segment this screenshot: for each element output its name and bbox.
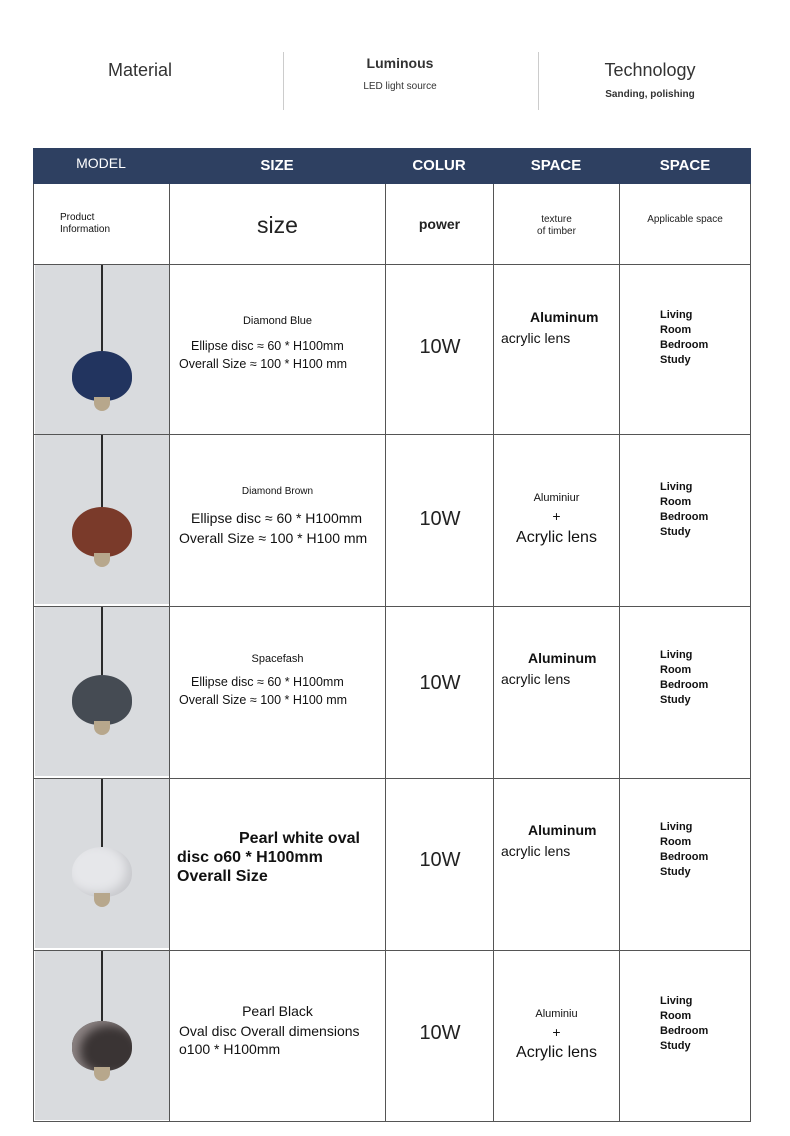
luminous-cell <box>300 55 500 115</box>
product-photo <box>35 951 169 1120</box>
space-item: Bedroom <box>660 851 709 863</box>
row2-material-plus: + <box>552 508 561 524</box>
row3-power: 10W <box>419 672 461 694</box>
lens <box>94 893 110 907</box>
space-item: Living <box>660 649 693 661</box>
row3-line1: Ellipse disc ≈ 60 * H100mm <box>191 675 344 689</box>
space-item: Room <box>660 836 692 848</box>
luminous-label: Luminous <box>366 55 434 71</box>
space-item: Bedroom <box>660 1025 709 1037</box>
lens <box>94 1067 110 1081</box>
cord <box>101 265 103 351</box>
technology-cell <box>550 55 750 115</box>
row5-space <box>660 994 708 1054</box>
lamp-shade-brown <box>72 507 132 557</box>
technology-sub: Sanding, polishing <box>605 89 695 100</box>
lens <box>94 553 110 567</box>
header-space-2: SPACE <box>659 157 711 174</box>
lens <box>94 397 110 411</box>
row1-material-b: acrylic lens <box>501 330 571 346</box>
row5-line2: o100 * H100mm <box>179 1041 281 1057</box>
size-label: size <box>257 212 298 238</box>
technology-label: Technology <box>604 60 696 80</box>
col-line <box>619 184 620 1121</box>
lamp-shade-black <box>72 1021 132 1071</box>
header-space: SPACE <box>530 157 582 174</box>
power-label: power <box>418 216 461 232</box>
row2-line2: Overall Size ≈ 100 * H100 mm <box>179 530 368 546</box>
row5-line1: Oval disc Overall dimensions <box>179 1023 360 1039</box>
row5-material-a: Aluminiu <box>535 1008 578 1020</box>
header-model: MODEL <box>76 155 126 171</box>
space-item: Room <box>660 1010 692 1022</box>
lamp-shade-grey <box>72 675 132 725</box>
row2-power: 10W <box>419 508 461 530</box>
divider <box>283 52 284 110</box>
lamp-shade-white <box>72 847 132 897</box>
row5-name: Pearl Black <box>242 1003 313 1019</box>
row1-space <box>660 308 708 368</box>
row3-material-b: acrylic lens <box>501 671 571 687</box>
material-label: Material <box>107 60 173 80</box>
product-photo <box>35 779 169 948</box>
row3-space <box>660 648 708 708</box>
space-item: Living <box>660 995 693 1007</box>
material-cell <box>40 55 240 115</box>
row3-name: Spacefash <box>251 653 304 665</box>
space-item: Room <box>660 324 692 336</box>
row1-power: 10W <box>419 336 461 358</box>
row4-power: 10W <box>419 849 461 871</box>
space-item: Study <box>660 1040 691 1052</box>
row1-line1: Ellipse disc ≈ 60 * H100mm <box>191 339 344 353</box>
space-item: Room <box>660 664 692 676</box>
row2-line1: Ellipse disc ≈ 60 * H100mm <box>191 510 363 526</box>
row2-name: Diamond Brown <box>241 486 314 497</box>
space-item: Study <box>660 694 691 706</box>
space-item: Bedroom <box>660 679 709 691</box>
spec-table <box>33 148 751 1123</box>
texture-label: texture of timber <box>537 214 576 237</box>
lamp-shade-blue <box>72 351 132 401</box>
row2-material-b: Acrylic lens <box>516 529 597 546</box>
col-line <box>385 184 386 1121</box>
row1-name: Diamond Blue <box>242 315 313 327</box>
row5-power: 10W <box>419 1022 461 1044</box>
space-item: Living <box>660 309 693 321</box>
row4-line2: Overall Size <box>177 868 268 885</box>
product-photo <box>35 435 169 604</box>
cord <box>101 435 103 507</box>
attribute-strip <box>0 0 790 130</box>
product-photo <box>35 265 169 434</box>
space-item: Study <box>660 354 691 366</box>
row4-material-b: acrylic lens <box>501 843 571 859</box>
table-body <box>33 184 751 1122</box>
cord <box>101 607 103 675</box>
space-item: Living <box>660 481 693 493</box>
row2-space <box>660 480 708 540</box>
row1-line2: Overall Size ≈ 100 * H100 mm <box>179 357 348 371</box>
space-item: Living <box>660 821 693 833</box>
space-item: Bedroom <box>660 511 709 523</box>
row1-material-a: Aluminum <box>530 309 599 325</box>
table-header <box>33 148 751 184</box>
divider <box>538 52 539 110</box>
row4-material-a: Aluminum <box>528 822 597 838</box>
cord <box>101 951 103 1021</box>
space-item: Bedroom <box>660 339 709 351</box>
row3-material-a: Aluminum <box>528 650 597 666</box>
row4-space <box>660 820 708 880</box>
row4-line1: disc o60 * H100mm <box>177 849 323 866</box>
header-colur: COLUR <box>412 157 466 174</box>
cord <box>101 779 103 847</box>
product-photo <box>35 607 169 776</box>
row3-line2: Overall Size ≈ 100 * H100 mm <box>179 693 348 707</box>
row4-name: Pearl white oval <box>239 830 360 847</box>
space-item: Study <box>660 526 691 538</box>
space-item: Room <box>660 496 692 508</box>
row5-material-plus: + <box>552 1024 561 1040</box>
lens <box>94 721 110 735</box>
applicable-label: Applicable space <box>647 214 723 225</box>
col-line <box>493 184 494 1121</box>
header-size: SIZE <box>260 157 294 174</box>
space-item: Study <box>660 866 691 878</box>
row5-material-b: Acrylic lens <box>516 1044 597 1061</box>
product-info-label: Product Information <box>60 212 111 235</box>
row2-material-a: Aluminiur <box>533 492 580 504</box>
luminous-sub: LED light source <box>363 81 437 92</box>
